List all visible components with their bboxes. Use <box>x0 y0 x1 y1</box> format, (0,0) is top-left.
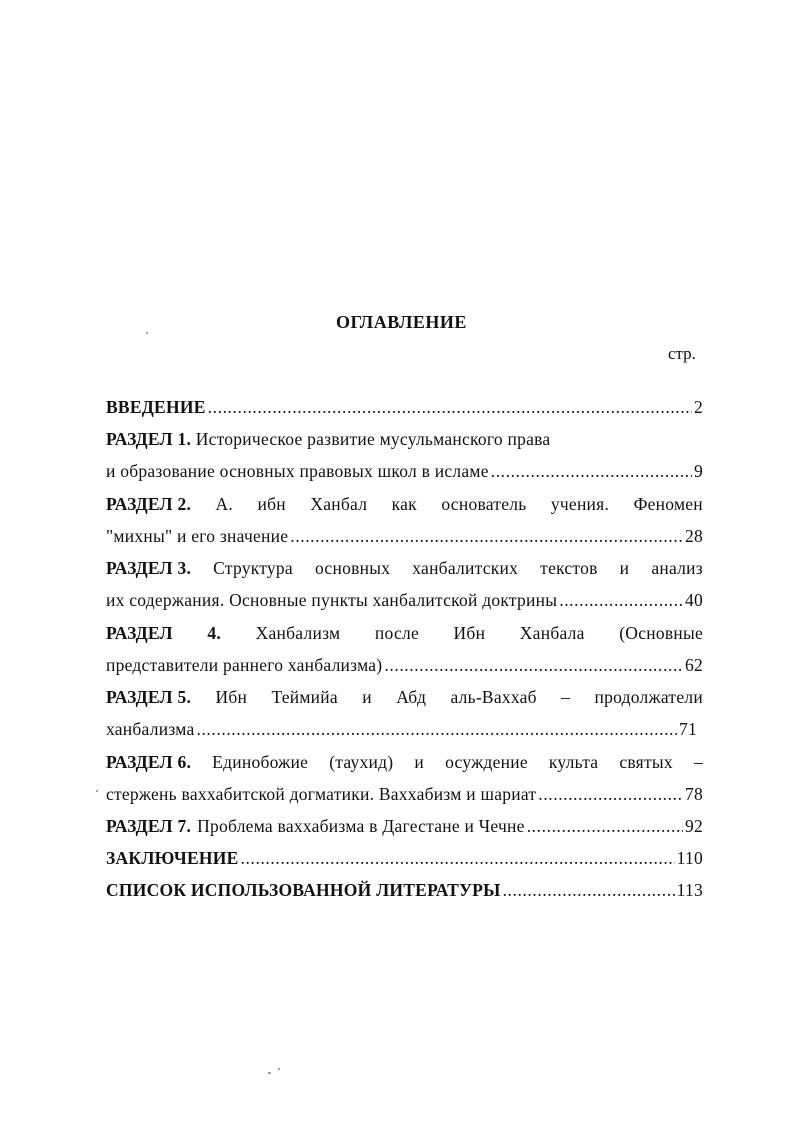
toc-entry-section-2[interactable] <box>106 492 703 516</box>
toc-word: ибн <box>257 494 286 514</box>
toc-word: Ибн <box>215 687 248 707</box>
toc-entry-bibliography[interactable] <box>106 878 703 902</box>
toc-entry-label: РАЗДЕЛ 7. <box>106 816 192 836</box>
scan-speck <box>146 332 148 334</box>
toc-entry-label: РАЗДЕЛ <box>106 623 173 643</box>
dot-leader <box>196 717 677 741</box>
toc-word: Ханбала <box>519 623 585 643</box>
toc-entry-text: стержень ваххабитской догматики. Ваххабизм и шариат <box>106 784 537 804</box>
toc-word: культа <box>548 752 599 772</box>
page-column-label: стр. <box>668 344 696 363</box>
toc-word: Абд <box>396 687 427 707</box>
toc-word: – <box>693 752 703 772</box>
toc-word: основатель <box>441 494 527 514</box>
toc-word: анализ <box>651 558 703 578</box>
dot-leader <box>208 395 692 419</box>
toc-entry-label-number: 4. <box>207 623 222 643</box>
toc-entry-text: "михны" и его значение <box>106 526 289 546</box>
toc-entry-text: и образование основных правовых школ в исламе <box>106 461 489 481</box>
dot-leader <box>384 653 683 677</box>
toc-entry-text: представители раннего ханбализма) <box>106 655 383 675</box>
toc-page-number: 110 <box>676 848 703 868</box>
toc-entry-section-3-cont[interactable] <box>106 588 703 612</box>
toc-word: продолжатели <box>594 687 703 707</box>
toc-page-number: 28 <box>685 526 703 546</box>
toc-word: и <box>362 687 372 707</box>
toc-word: как <box>391 494 417 514</box>
toc-word: Теймийа <box>271 687 338 707</box>
toc-entry-section-6[interactable] <box>106 750 703 774</box>
toc-page-number: 78 <box>685 784 703 804</box>
toc-entry-section-5-cont[interactable] <box>106 717 697 741</box>
toc-word: Ханбал <box>310 494 368 514</box>
toc-entry-text: ханбализма <box>106 719 195 739</box>
toc-entry-label: СПИСОК ИСПОЛЬЗОВАННОЙ ЛИТЕРАТУРЫ <box>106 880 501 900</box>
toc-title: ОГЛАВЛЕНИЕ <box>336 312 467 332</box>
toc-page-number: 71 <box>679 719 697 739</box>
toc-entry-section-7[interactable] <box>106 814 703 838</box>
toc-entry-section-3[interactable] <box>106 556 703 580</box>
toc-entry-label: ВВЕДЕНИЕ <box>106 397 206 417</box>
toc-word: (таухид) <box>329 752 394 772</box>
toc-entry-section-4-cont[interactable] <box>106 653 703 677</box>
toc-entry-label: ЗАКЛЮЧЕНИЕ <box>106 848 239 868</box>
toc-entry-section-5[interactable] <box>106 685 703 709</box>
dot-leader <box>290 524 683 548</box>
dot-leader <box>241 846 675 870</box>
toc-entry-label: РАЗДЕЛ 2. <box>106 494 192 514</box>
toc-word: основных <box>315 558 391 578</box>
toc-word: Феномен <box>633 494 703 514</box>
toc-entry-section-6-cont[interactable] <box>106 782 703 806</box>
toc-entry-label: РАЗДЕЛ 5. <box>106 687 192 707</box>
toc-entry-section-4[interactable] <box>106 621 703 645</box>
scan-speck <box>268 1072 271 1074</box>
toc-page-number: 9 <box>694 461 703 481</box>
toc-page-number: 40 <box>685 590 703 610</box>
toc-word: учения. <box>550 494 610 514</box>
scan-speck <box>96 790 98 792</box>
dot-leader <box>538 782 683 806</box>
toc-entry-conclusion[interactable] <box>106 846 703 870</box>
toc-page-number: 2 <box>694 397 703 417</box>
toc-entry-label: РАЗДЕЛ 1. <box>106 429 192 449</box>
toc-word: аль-Ваххаб <box>450 687 537 707</box>
toc-entry-text: их содержания. Основные пункты ханбалитской доктрины <box>106 590 558 610</box>
dot-leader <box>559 588 683 612</box>
toc-word: Ибн <box>453 623 486 643</box>
toc-word: святых <box>619 752 673 772</box>
toc-entry-section-2-cont[interactable] <box>106 524 703 548</box>
toc-word: ханбалитских <box>412 558 519 578</box>
toc-entry-label: РАЗДЕЛ 3. <box>106 558 192 578</box>
toc-word: и <box>619 558 630 578</box>
toc-entry-introduction[interactable] <box>106 395 703 419</box>
scan-speck <box>278 1068 280 1070</box>
toc-entry-text: Историческое развитие мусульманского права <box>195 429 551 449</box>
toc-page-number: 92 <box>685 816 703 836</box>
toc-entry-section-1-cont[interactable] <box>106 459 703 483</box>
toc-word: после <box>374 623 419 643</box>
toc-word: Ханбализм <box>255 623 341 643</box>
toc-word: – <box>561 687 571 707</box>
toc-word: Единобожие <box>212 752 309 772</box>
toc-word: (Основные <box>619 623 703 643</box>
toc-entry-label: РАЗДЕЛ 6. <box>106 752 192 772</box>
toc-word: Структура <box>213 558 293 578</box>
dot-leader <box>527 814 683 838</box>
toc-word: осуждение <box>445 752 528 772</box>
toc-word: А. <box>215 494 234 514</box>
toc-word: и <box>414 752 425 772</box>
dot-leader <box>503 878 675 902</box>
toc-entry-section-1[interactable] <box>106 427 703 451</box>
toc-page-number: 113 <box>676 880 703 900</box>
toc-word: текстов <box>540 558 598 578</box>
toc-page-number: 62 <box>685 655 703 675</box>
dot-leader <box>491 459 692 483</box>
toc-entry-text: Проблема ваххабизма в Дагестане и Чечне <box>197 816 525 836</box>
